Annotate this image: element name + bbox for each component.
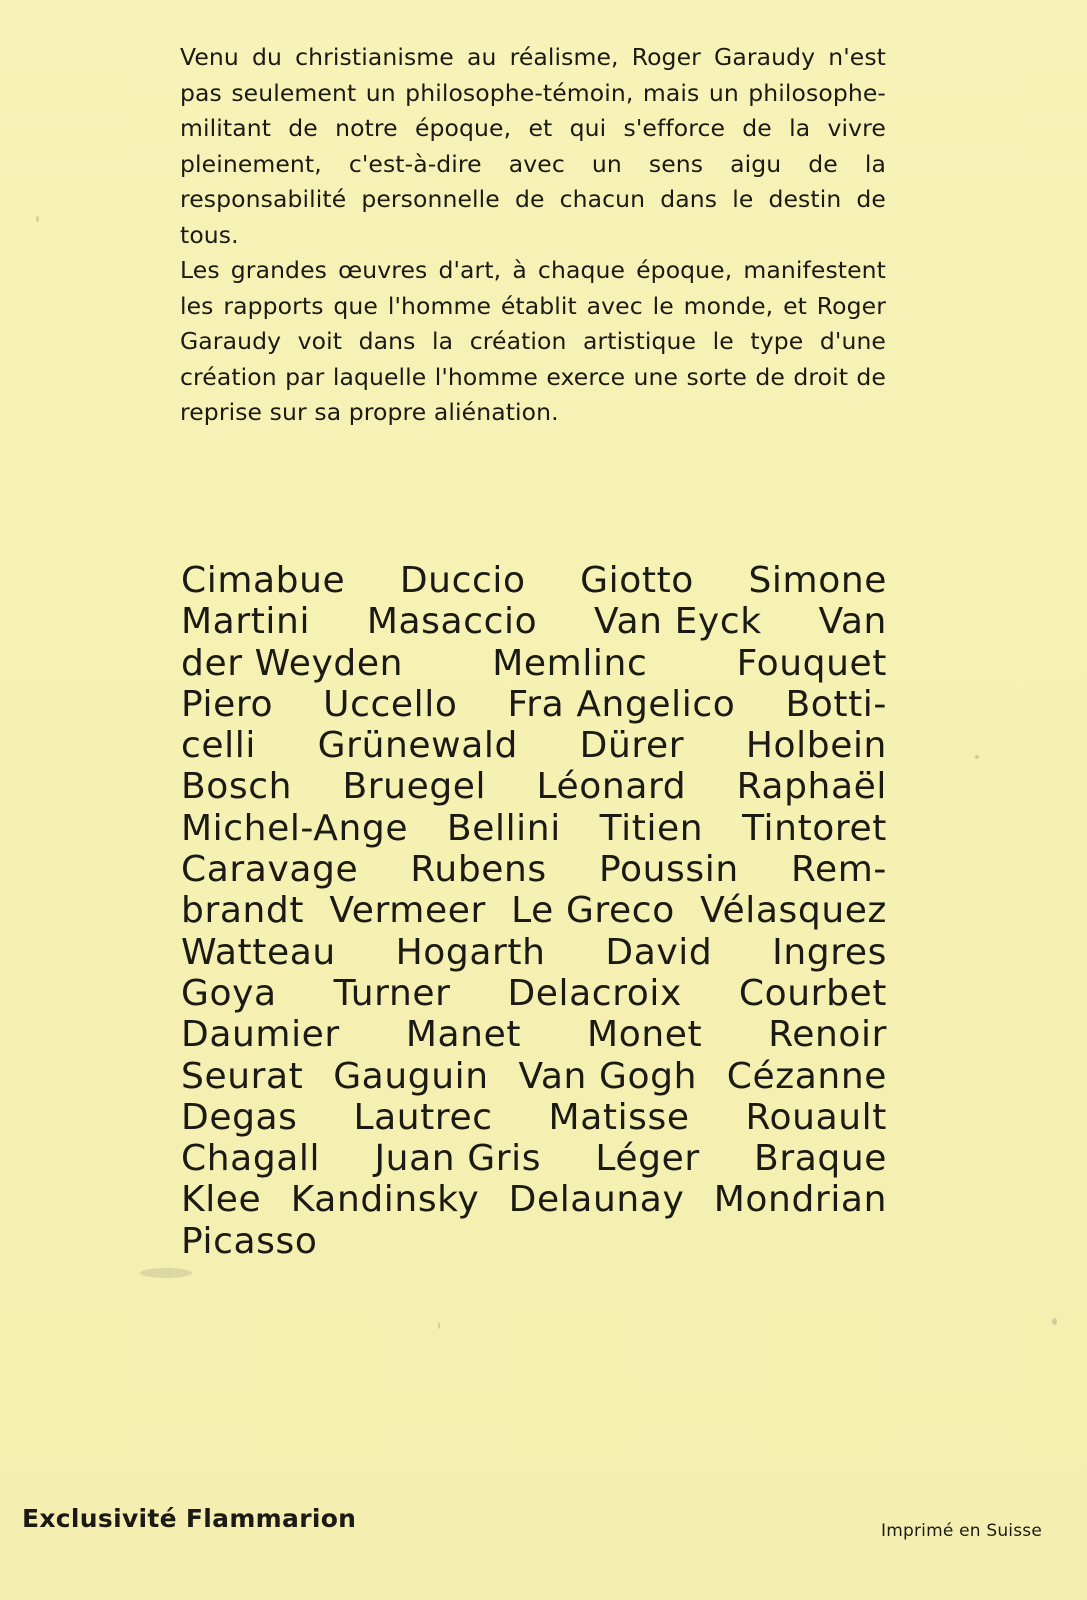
artist-name-line (181, 1221, 887, 1262)
artist-name: Chagall (181, 1138, 321, 1180)
artist-name-line (181, 1097, 887, 1138)
artist-name-line (181, 932, 887, 973)
paper-speck (975, 755, 979, 759)
artist-name-line (181, 643, 887, 684)
artist-name: celli (181, 725, 256, 767)
artist-name-line (181, 560, 887, 601)
artist-name-line (181, 1014, 887, 1055)
artist-name: Cézanne (726, 1055, 887, 1097)
artist-name: Goya (181, 972, 277, 1014)
paper-speck (36, 216, 39, 222)
artist-name: Fra Angelico (507, 683, 736, 725)
artist-name: Van Eyck (594, 601, 762, 643)
publisher-label: Exclusivité Flammarion (22, 1504, 357, 1533)
artist-name: Rouault (745, 1096, 887, 1138)
artist-name: der Weyden (181, 642, 403, 684)
artist-name: Le Greco (511, 890, 675, 932)
artist-name: Caravage (181, 849, 359, 891)
artist-name: Rubens (410, 849, 547, 891)
artist-name-line (181, 601, 887, 642)
artist-name: Degas (181, 1096, 298, 1138)
artist-name: Klee (181, 1179, 262, 1221)
artist-name: Giotto (580, 560, 694, 601)
artist-name: Braque (754, 1138, 887, 1180)
artist-name: Hogarth (395, 931, 546, 973)
artist-name-line (181, 973, 887, 1014)
artist-name: Watteau (181, 931, 336, 973)
artist-name: Botti- (785, 683, 887, 725)
artist-name: Renoir (768, 1014, 887, 1056)
artist-name-line (181, 1138, 887, 1179)
artist-name: Martini (181, 601, 311, 643)
intro-text (180, 40, 886, 431)
artist-name: Daumier (181, 1014, 340, 1056)
artist-name: Vélasquez (700, 890, 887, 932)
artist-name: Tintoret (742, 807, 887, 849)
artist-name: Vermeer (329, 890, 486, 932)
intro-paragraph-1: Venu du christianisme au réalisme, Roger Garaudy n'est pas seulement un philosophe-témoin, mais un philosophe-militant de notre époque, et qui s'efforce de la vivre pleinement, c'est-à-dire avec un sens aigu de la responsabilité personnelle de chacun dans le destin de tous. (180, 43, 886, 249)
artist-name: Uccello (323, 683, 458, 725)
printed-in-label: Imprimé en Suisse (881, 1521, 1042, 1541)
artist-name: Grünewald (317, 725, 518, 767)
artist-name: Van (818, 601, 887, 643)
artist-name-line (181, 890, 887, 931)
artist-name: Turner (333, 972, 451, 1014)
artist-name-line (181, 1179, 887, 1220)
artist-name: Memlinc (492, 642, 648, 684)
artist-name: Seurat (181, 1055, 304, 1097)
artist-name: Ingres (772, 931, 887, 973)
artist-name: Gauguin (333, 1055, 489, 1097)
artist-name: Delaunay (508, 1179, 685, 1221)
artist-name: Léonard (536, 766, 687, 808)
artist-name: Mondrian (713, 1179, 887, 1221)
artist-name: Courbet (738, 972, 887, 1014)
paper-speck (1052, 1318, 1057, 1325)
artist-name: Rem- (790, 849, 887, 891)
artist-name: Delacroix (507, 972, 682, 1014)
artist-name: Simone (748, 560, 887, 601)
artist-name-line (181, 684, 887, 725)
artist-name: Raphaël (736, 766, 887, 808)
paper-speck (438, 1322, 440, 1329)
artist-name: brandt (181, 890, 305, 932)
artist-name: Masaccio (366, 601, 538, 643)
artist-name: Matisse (548, 1096, 690, 1138)
artist-name: Manet (405, 1014, 522, 1056)
artist-name: Lautrec (353, 1096, 493, 1138)
artist-name: Holbein (745, 725, 887, 767)
artist-name: Monet (587, 1014, 703, 1056)
artist-name: Bosch (181, 766, 293, 808)
artist-name: Cimabue (181, 560, 346, 601)
artist-name: Léger (595, 1138, 700, 1180)
artist-name: Duccio (399, 560, 526, 601)
artist-name-line (181, 1056, 887, 1097)
artist-name: Dürer (579, 725, 685, 767)
artist-name: Titien (599, 807, 704, 849)
paper-smudge (140, 1268, 192, 1278)
artist-name: Van Gogh (518, 1055, 697, 1097)
artist-name: Picasso (181, 1220, 318, 1262)
artist-name: Bellini (446, 807, 561, 849)
artist-name: Michel-Ange (181, 807, 409, 849)
artist-name: Fouquet (736, 642, 887, 684)
artist-name: Bruegel (342, 766, 487, 808)
artist-name-line (181, 725, 887, 766)
artist-name: David (605, 931, 713, 973)
artist-name: Juan Gris (374, 1138, 542, 1180)
artist-name-line (181, 849, 887, 890)
artist-name: Poussin (598, 849, 739, 891)
artist-name: Piero (181, 683, 274, 725)
intro-paragraph-2: Les grandes œuvres d'art, à chaque époque, manifestent les rapports que l'homme établit avec le monde, et Roger Garaudy voit dans la création artistique le type d'une création par laquelle l'homme exerce une sorte de droit de reprise sur sa propre aliénation. (180, 256, 886, 426)
artist-name-line (181, 808, 887, 849)
artist-name-line (181, 766, 887, 807)
artist-name: Kandinsky (290, 1179, 480, 1221)
artist-name-list (181, 560, 887, 1262)
